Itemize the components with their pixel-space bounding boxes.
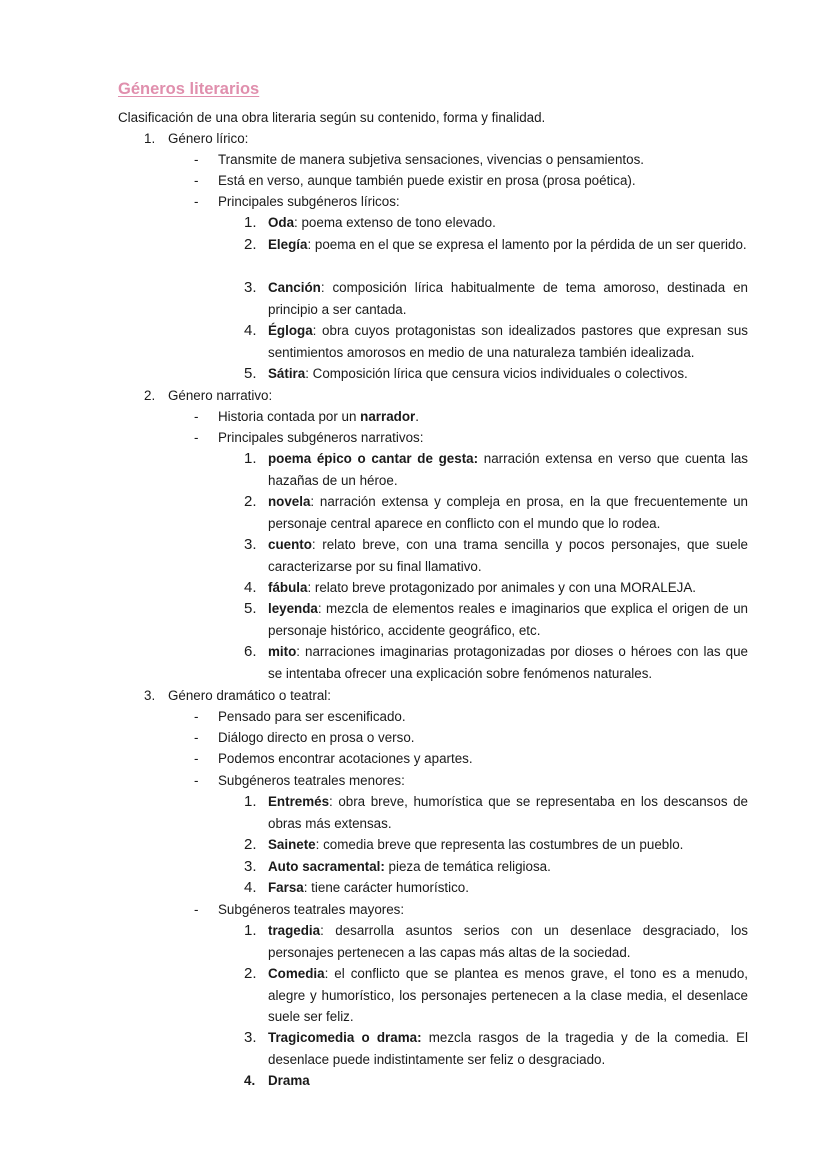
dash-marker: - bbox=[194, 751, 199, 766]
item-number: 4. bbox=[244, 879, 257, 896]
list-item: 3. Canción: composición lírica habitualmente de tema amoroso, destinada en principio a ser cantada. bbox=[244, 279, 748, 317]
item-number: 4. bbox=[244, 1073, 256, 1088]
item-number: 5. bbox=[244, 600, 257, 617]
section-number: 2. bbox=[144, 388, 156, 403]
bullet: - Historia contada por un narrador. bbox=[194, 406, 419, 427]
section-lirico bbox=[144, 128, 248, 149]
bullet: - Diálogo directo en prosa o verso. bbox=[194, 727, 415, 748]
section-number: 3. bbox=[144, 688, 156, 703]
item-term: tragedia bbox=[268, 923, 321, 938]
bullet: - Subgéneros teatrales menores: bbox=[194, 770, 405, 791]
item-term: Sainete bbox=[268, 837, 316, 852]
item-term: Elegía bbox=[268, 237, 308, 252]
item-term: Oda bbox=[268, 215, 295, 230]
item-term: Comedia bbox=[268, 966, 325, 981]
list-item: 1. tragedia: desarrolla asuntos serios con un desenlace desgraciado, los personajes pertenecen a las capas más altas de la sociedad. bbox=[244, 922, 748, 960]
page-title: Géneros literarios bbox=[118, 80, 260, 98]
item-term: leyenda bbox=[268, 601, 318, 616]
item-number: 2. bbox=[244, 836, 257, 853]
item-number: 1. bbox=[244, 214, 257, 231]
bullet: - Está en verso, aunque también puede existir en prosa (prosa poética). bbox=[194, 170, 636, 191]
dash-marker: - bbox=[194, 430, 199, 445]
item-number: 3. bbox=[244, 1029, 257, 1046]
dash-marker: - bbox=[194, 194, 199, 209]
item-number: 3. bbox=[244, 536, 257, 553]
bullet: - Pensado para ser escenificado. bbox=[194, 706, 406, 727]
item-number: 1. bbox=[244, 793, 257, 810]
item-number: 5. bbox=[244, 365, 257, 382]
item-term: Égloga bbox=[268, 323, 313, 338]
item-term: cuento bbox=[268, 537, 312, 552]
item-number: 1. bbox=[244, 450, 257, 467]
list-item: 2. Elegía: poema en el que se expresa el lamento por la pérdida de un ser querido. bbox=[244, 234, 748, 256]
item-number: 3. bbox=[244, 279, 257, 296]
item-term: mito bbox=[268, 644, 297, 659]
dash-marker: - bbox=[194, 152, 199, 167]
list-item: 1. Oda: poema extenso de tono elevado. bbox=[244, 212, 748, 234]
intro-text: Clasificación de una obra literaria según su contenido, forma y finalidad. bbox=[118, 110, 546, 125]
dash-marker: - bbox=[194, 902, 199, 917]
item-number: 2. bbox=[244, 493, 257, 510]
item-number: 2. bbox=[244, 236, 257, 253]
item-number: 1. bbox=[244, 922, 257, 939]
item-number: 2. bbox=[244, 965, 257, 982]
dash-marker: - bbox=[194, 173, 199, 188]
item-term: novela bbox=[268, 494, 311, 509]
section-narrativo bbox=[144, 385, 272, 406]
list-item: 2. Comedia: el conflicto que se plantea es menos grave, el tono es a menudo, alegre y humorístico, los personajes pertenecen a la clase media, el desenlace suele ser feliz. bbox=[244, 965, 748, 1024]
bullet: - Transmite de manera subjetiva sensaciones, vivencias o pensamientos. bbox=[194, 149, 644, 170]
section-label: Género dramático o teatral: bbox=[168, 688, 332, 703]
section-label: Género lírico: bbox=[168, 131, 249, 146]
item-number: 6. bbox=[244, 643, 257, 660]
item-term: Drama bbox=[268, 1073, 310, 1088]
item-term: Entremés bbox=[268, 794, 330, 809]
list-item: 2. novela: narración extensa y compleja en prosa, en la que frecuentemente un personaje central aparece en conflicto con el mundo que lo rodea. bbox=[244, 493, 748, 531]
list-item: 2. Sainete: comedia breve que representa las costumbres de un pueblo. bbox=[244, 834, 748, 856]
list-item: 3. Auto sacramental: pieza de temática religiosa. bbox=[244, 856, 748, 878]
item-term: Auto sacramental: bbox=[268, 859, 385, 874]
item-term: Canción bbox=[268, 280, 321, 295]
list-item: 3. Tragicomedia o drama: mezcla rasgos de la tragedia y de la comedia. El desenlace puede indistintamente ser feliz o desgraciado. bbox=[244, 1029, 748, 1067]
list-item: 5. leyenda: mezcla de elementos reales e imaginarios que explica el origen de un personaje histórico, accidente geográfico, etc. bbox=[244, 600, 748, 638]
item-term: Sátira bbox=[268, 366, 306, 381]
item-number: 4. bbox=[244, 579, 257, 596]
dash-marker: - bbox=[194, 709, 199, 724]
list-item: 6. mito: narraciones imaginarias protagonizadas por dioses o héroes con las que se intentaba ofrecer una explicación sobre fenómenos naturales. bbox=[244, 643, 748, 681]
item-number: 3. bbox=[244, 858, 257, 875]
item-term: Farsa bbox=[268, 880, 304, 895]
section-dramatico bbox=[144, 685, 331, 706]
list-item bbox=[244, 1070, 748, 1092]
bullet: - Subgéneros teatrales mayores: bbox=[194, 899, 404, 920]
list-item: 4. Farsa: tiene carácter humorístico. bbox=[244, 877, 748, 899]
list-item: 1. poema épico o cantar de gesta: narración extensa en verso que cuenta las hazañas de un héroe. bbox=[244, 450, 748, 488]
section-number: 1. bbox=[144, 131, 156, 146]
list-item: 3. cuento: relato breve, con una trama sencilla y pocos personajes, que suele caracterizarse por su final llamativo. bbox=[244, 536, 748, 574]
item-number: 4. bbox=[244, 322, 257, 339]
dash-marker: - bbox=[194, 730, 199, 745]
list-item: 4. Égloga: obra cuyos protagonistas son idealizados pastores que expresan sus sentimientos amorosos en medio de una naturaleza también idealizada. bbox=[244, 322, 748, 360]
dash-marker: - bbox=[194, 409, 199, 424]
list-item: 4. fábula: relato breve protagonizado por animales y con una MORALEJA. bbox=[244, 577, 748, 599]
bullet: - Principales subgéneros narrativos: bbox=[194, 427, 423, 448]
item-term: fábula bbox=[268, 580, 308, 595]
item-term: poema épico o cantar de gesta: bbox=[268, 451, 479, 466]
bullet: - Podemos encontrar acotaciones y apartes. bbox=[194, 748, 473, 769]
list-item: 5. Sátira: Composición lírica que censura vicios individuales o colectivos. bbox=[244, 363, 748, 385]
item-term: Tragicomedia o drama: bbox=[268, 1030, 422, 1045]
bullet: - Principales subgéneros líricos: bbox=[194, 191, 400, 212]
list-item: 1. Entremés: obra breve, humorística que se representaba en los descansos de obras más extensas. bbox=[244, 793, 748, 831]
section-label: Género narrativo: bbox=[168, 388, 273, 403]
dash-marker: - bbox=[194, 773, 199, 788]
